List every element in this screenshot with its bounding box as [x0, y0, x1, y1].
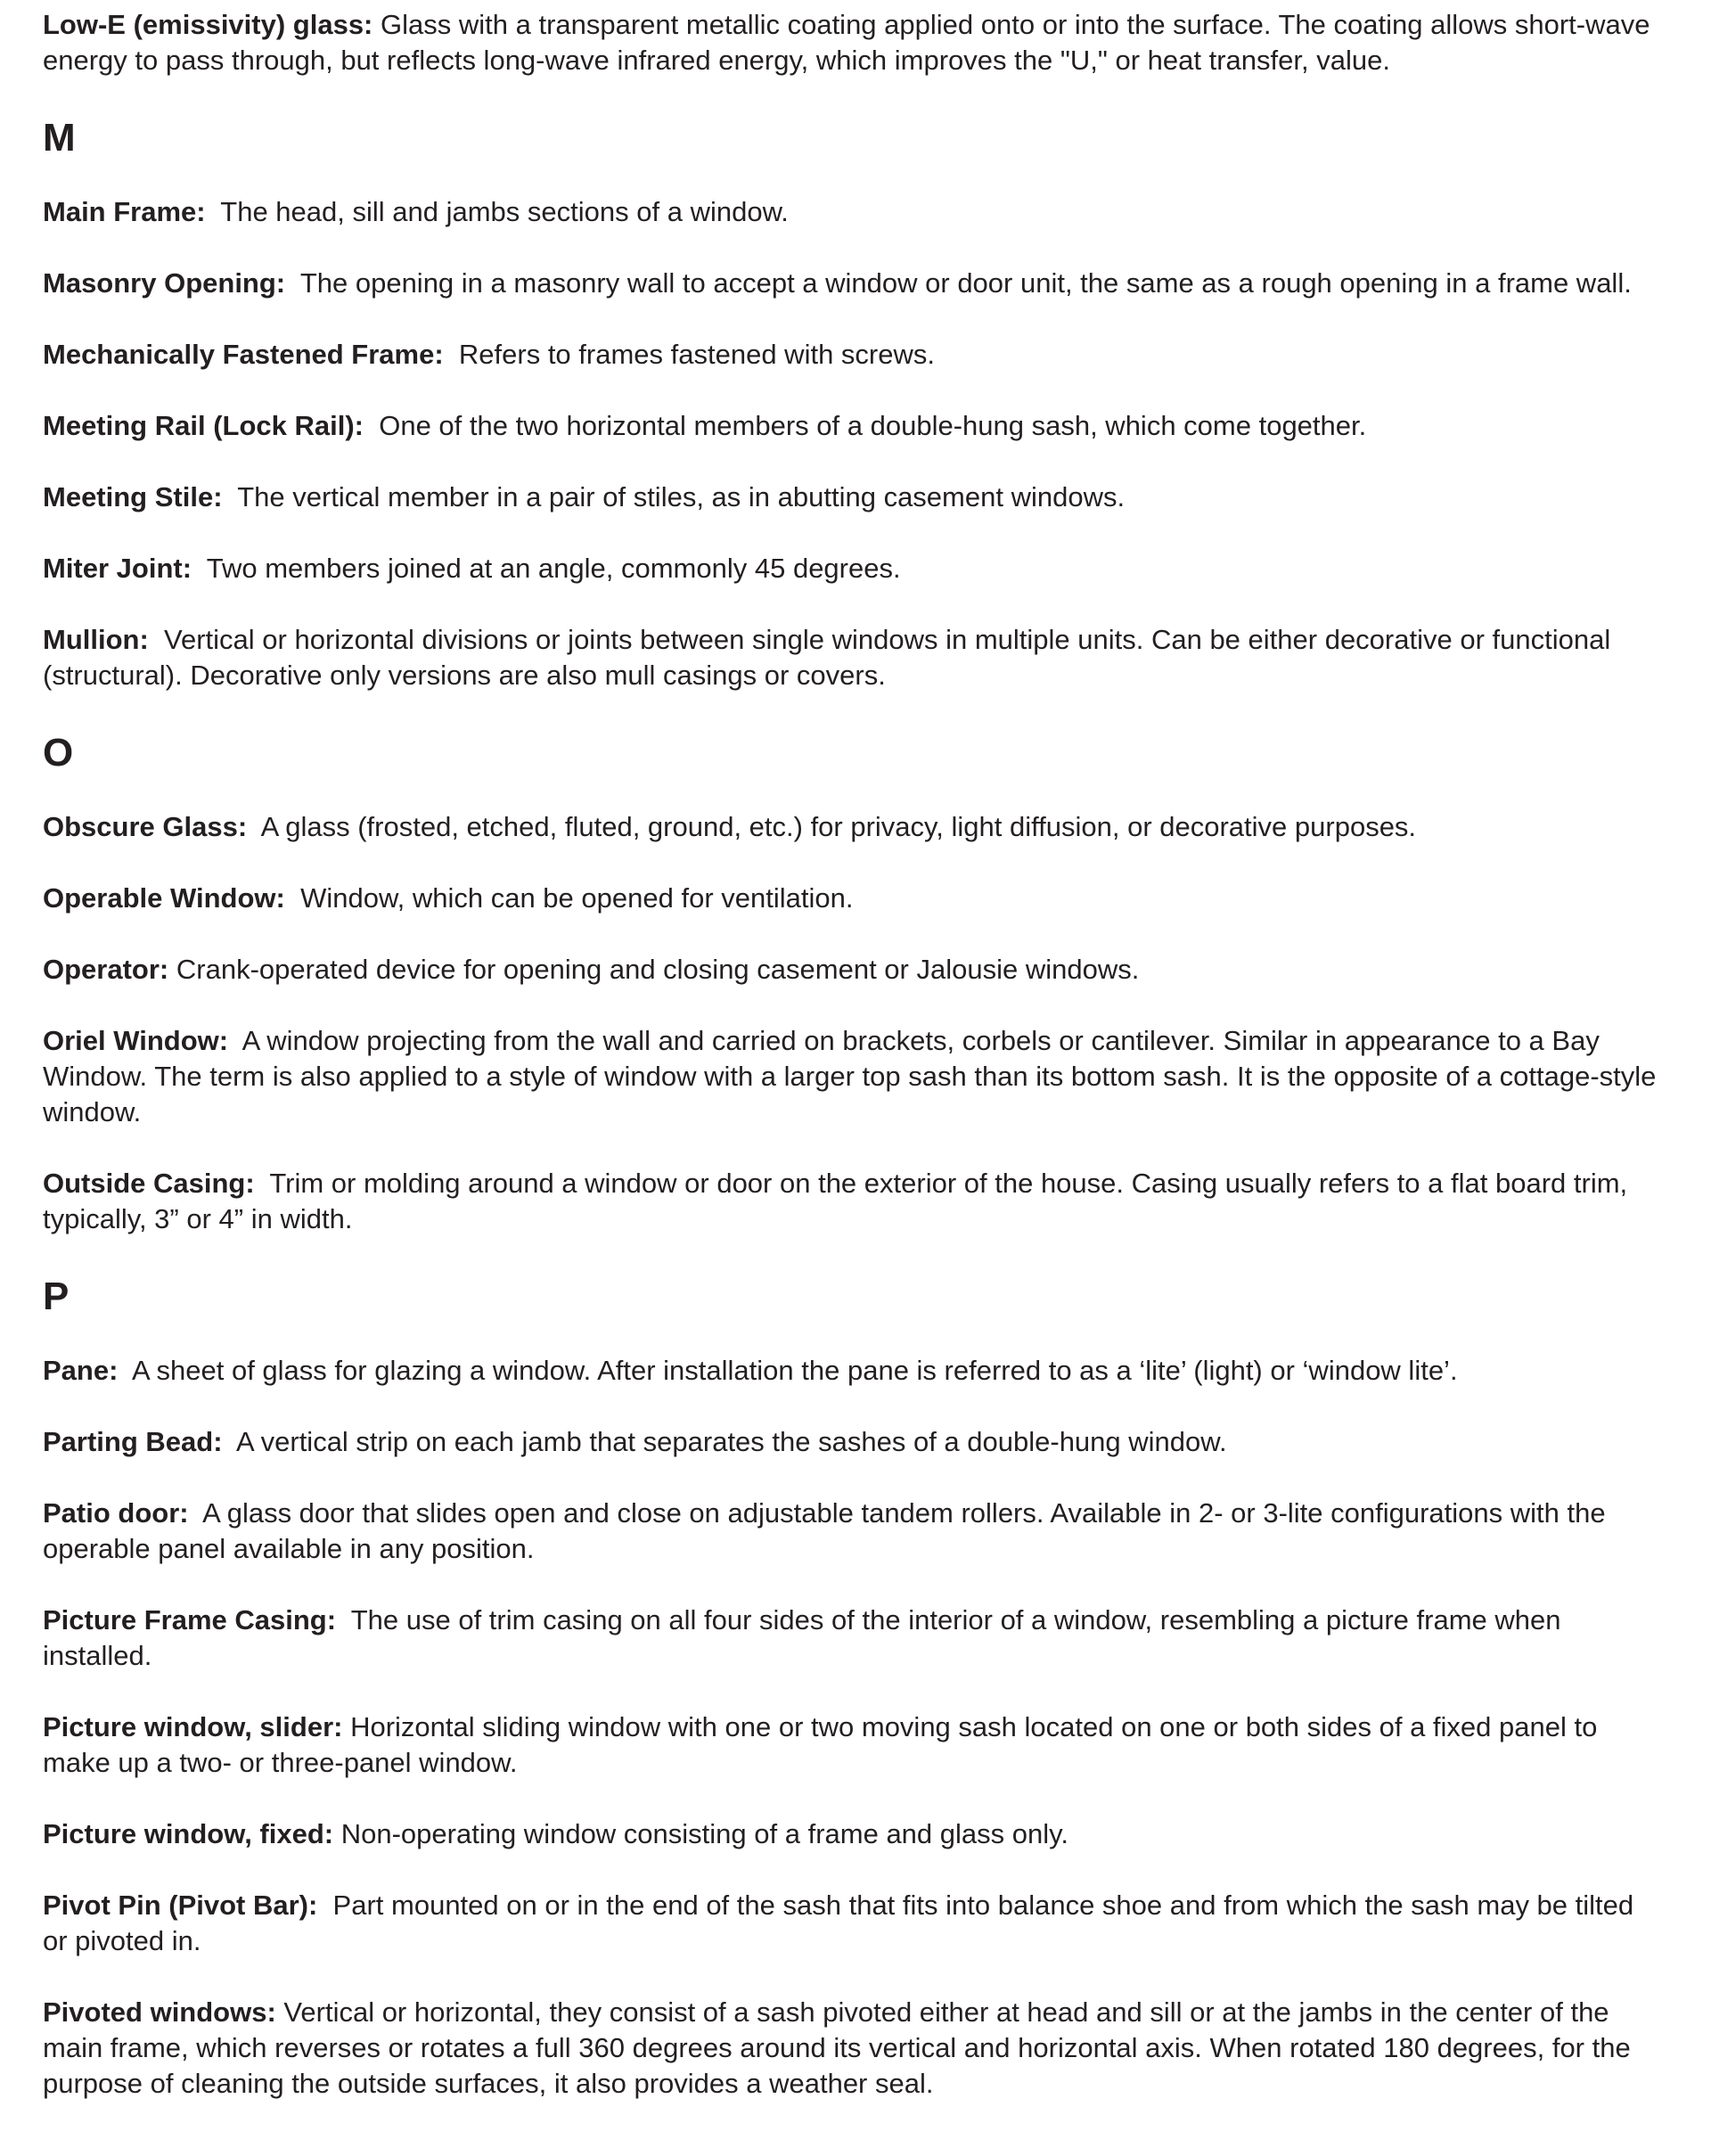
- entry-definition: Vertical or horizontal, they consist of a sash pivoted either at head and sill or at the jambs in the center of the main frame, which reverses or rotates a full 360 degrees around its vertical and horizontal axis. When rotated 180 degrees, for the purpose of cleaning the outside surfaces, it also provides a weather seal.: [43, 1996, 1631, 2099]
- glossary-entry-low-e: [43, 7, 1658, 78]
- entry-definition: The vertical member in a pair of stiles, as in abutting casement windows.: [237, 481, 1126, 512]
- glossary-entry: [43, 1353, 1658, 1389]
- entry-term: Meeting Rail (Lock Rail):: [43, 410, 364, 441]
- glossary-entry: [43, 1603, 1658, 1674]
- glossary-entry: [43, 480, 1658, 515]
- entry-term: Operator:: [43, 954, 169, 985]
- entry-definition: A sheet of glass for glazing a window. After installation the pane is referred to as a ‘lite’ (light) or ‘window lite’.: [131, 1355, 1458, 1386]
- entry-definition: The head, sill and jambs sections of a window.: [220, 196, 789, 227]
- entry-definition: Horizontal sliding window with one or two moving sash located on one or both sides of a fixed panel to make up a two- or three-panel window.: [43, 1711, 1598, 1778]
- entry-term: Picture window, slider:: [43, 1711, 343, 1742]
- entry-term: Meeting Stile:: [43, 481, 223, 512]
- entry-term: Main Frame:: [43, 196, 206, 227]
- entry-definition: A vertical strip on each jamb that separates the sashes of a double-hung window.: [236, 1426, 1227, 1457]
- entry-definition: One of the two horizontal members of a double-hung sash, which come together.: [379, 410, 1367, 441]
- entry-definition: Part mounted on or in the end of the sash that fits into balance shoe and from which the sash may be tilted or pivoted in.: [43, 1890, 1634, 1956]
- glossary-entry: [43, 1995, 1658, 2102]
- section-letter: M: [43, 116, 76, 160]
- glossary-entry: [43, 1166, 1658, 1237]
- entry-term: Patio door:: [43, 1497, 189, 1529]
- entry-term: Operable Window:: [43, 882, 285, 914]
- entry-term: Mechanically Fastened Frame:: [43, 339, 444, 370]
- entry-definition: A window projecting from the wall and carried on brackets, corbels or cantilever. Similar in appearance to a Bay Window. The term is also applied to a style of window with a larger top sash than its bottom sash. It is the opposite of a cottage-style window.: [43, 1025, 1657, 1127]
- entry-term: Oriel Window:: [43, 1025, 229, 1056]
- entry-definition: Trim or molding around a window or door on the exterior of the house. Casing usually refers to a flat board trim, typically, 3” or 4” in width.: [43, 1168, 1628, 1234]
- glossary-entry: [43, 337, 1658, 373]
- entry-definition: A glass (frosted, etched, fluted, ground, etc.) for privacy, light diffusion, or decorative purposes.: [260, 811, 1417, 842]
- entry-term: Parting Bead:: [43, 1426, 223, 1457]
- entry-term: Picture Frame Casing:: [43, 1604, 337, 1635]
- entry-term: Miter Joint:: [43, 553, 192, 584]
- glossary-entry: [43, 1496, 1658, 1567]
- glossary-entry: [43, 1023, 1658, 1130]
- entry-definition: The use of trim casing on all four sides of the interior of a window, resembling a picture frame when installed.: [43, 1604, 1561, 1671]
- glossary-entry: [43, 1816, 1658, 1852]
- glossary-entry: [43, 1888, 1658, 1959]
- entry-term: Picture window, fixed:: [43, 1818, 334, 1849]
- entry-term: Obscure Glass:: [43, 811, 248, 842]
- entry-definition: A glass door that slides open and close on adjustable tandem rollers. Available in 2- or 3-lite configurations with the operable panel available in any position.: [43, 1497, 1606, 1564]
- glossary-entry: [43, 622, 1658, 693]
- entry-definition: Non-operating window consisting of a frame and glass only.: [340, 1818, 1068, 1849]
- entry-definition: Crank-operated device for opening and closing casement or Jalousie windows.: [176, 954, 1140, 985]
- entry-term: Masonry Opening:: [43, 267, 286, 299]
- entry-term: Mullion:: [43, 624, 149, 655]
- section-letter: P: [43, 1275, 70, 1318]
- glossary-entry: [43, 266, 1658, 301]
- glossary-entry: [43, 809, 1658, 845]
- glossary-entry: [43, 408, 1658, 444]
- section-p: [43, 1273, 1658, 2102]
- entry-term: Outside Casing:: [43, 1168, 255, 1199]
- section-m: [43, 114, 1658, 693]
- glossary-entry: [43, 1709, 1658, 1781]
- entry-definition: The opening in a masonry wall to accept a window or door unit, the same as a rough opening in a frame wall.: [299, 267, 1632, 299]
- entry-definition: Refers to frames fastened with screws.: [458, 339, 935, 370]
- glossary-entry: [43, 952, 1658, 988]
- entry-term: Low-E (emissivity) glass:: [43, 9, 373, 40]
- entry-definition: Glass with a transparent metallic coating applied onto or into the surface. The coating allows short-wave energy to pass through, but reflects long-wave infrared energy, which improves the "U," or heat transfer, value.: [43, 9, 1650, 76]
- entry-definition: Vertical or horizontal divisions or joints between single windows in multiple units. Can be either decorative or functional (structural). Decorative only versions are also mull casings or covers.: [43, 624, 1611, 691]
- entry-definition: Window, which can be opened for ventilation.: [300, 882, 854, 914]
- entry-term: Pivot Pin (Pivot Bar):: [43, 1890, 318, 1921]
- entry-definition: Two members joined at an angle, commonly 45 degrees.: [206, 553, 901, 584]
- glossary-entry: [43, 881, 1658, 916]
- glossary-entry: [43, 1424, 1658, 1460]
- entry-term: Pane:: [43, 1355, 119, 1386]
- section-o: [43, 729, 1658, 1237]
- entry-term: Pivoted windows:: [43, 1996, 276, 2028]
- glossary-entry: [43, 194, 1658, 230]
- section-letter: O: [43, 731, 74, 775]
- glossary-entry: [43, 551, 1658, 586]
